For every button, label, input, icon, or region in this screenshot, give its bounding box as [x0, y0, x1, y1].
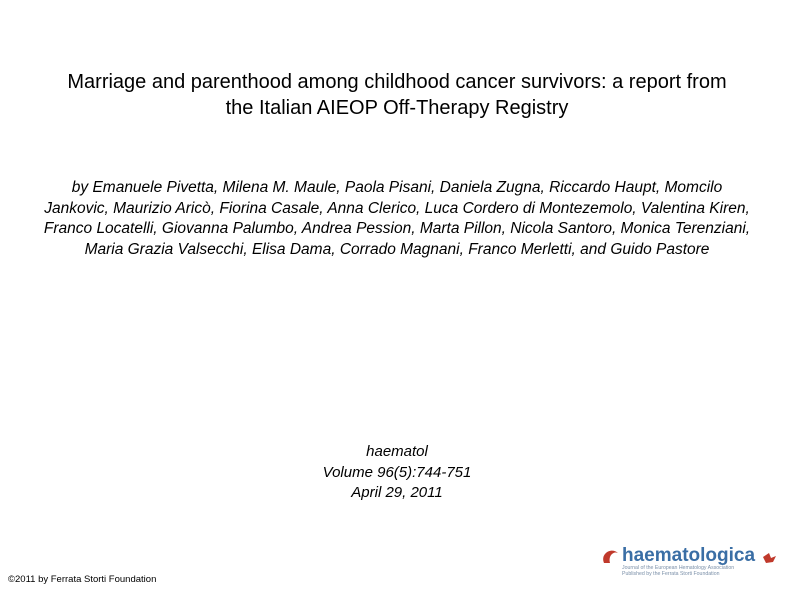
logo-swoosh	[603, 551, 618, 563]
author-list: by Emanuele Pivetta, Milena M. Maule, Paola Pisani, Daniela Zugna, Riccardo Haupt, Momcilo Jankovic, Maurizio Aricò, Fiorina Casale, Anna Clerico, Luca Cordero di Montezemolo, Valentina Kiren, Franco Locatelli, Giovanna Palumbo, Andrea Pession, Marta Pillon, Nicola Santoro, Monica Terenziani, Maria Grazia Valsecchi, Elisa Dama, Corrado Magnani, Franco Merletti, and Guido Pastore	[43, 179, 751, 258]
logo-tagline-1: Journal of the European Hematology Association	[622, 565, 735, 571]
journal-name: haematol	[366, 443, 428, 460]
publication-date: April 29, 2011	[351, 484, 443, 501]
journal-volume: Volume 96(5):744-751	[322, 463, 472, 481]
article-title: Marriage and parenthood among childhood cancer survivors: a report from the Italian AIEOP Off-Therapy Registry	[67, 71, 727, 119]
copyright-notice: ©2011 by Ferrata Storti Foundation	[8, 574, 157, 585]
haematologica-logo	[598, 541, 778, 577]
citation-block	[247, 442, 547, 504]
logo-wordmark: haematologica	[622, 545, 756, 566]
logo-corner-mark	[763, 553, 776, 563]
logo-tagline-2: Published by the Ferrata Storti Foundation	[622, 571, 720, 577]
